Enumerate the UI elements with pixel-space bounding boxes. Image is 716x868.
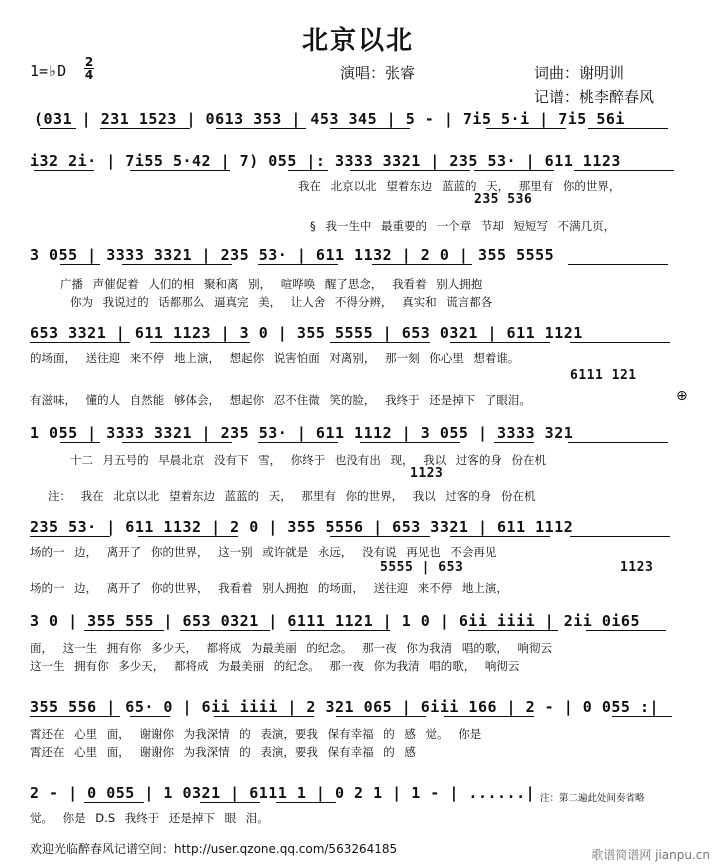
lyrics-row-13: 觉。 你是 D.S 我终于 还是掉下 眼 泪。: [30, 811, 269, 825]
alt-notes-row-7: 1123: [410, 466, 444, 481]
lyrics-row-2: 我在 北京以北 望着东边 蓝蓝的 天， 那里有 你的世界，: [298, 179, 621, 193]
alt-notes-row-5: 6111 121: [570, 368, 637, 383]
lyrics-row-5: 的场面， 送往迎 来不停 地上演， 想起你 说害怕面 对离别， 那一刻 你心里 想着谁。: [30, 351, 520, 365]
lyrics-row-3: § 我一生中 最重要的 一个章 节却 短短写 不满几页，: [310, 219, 616, 233]
score-row-9: 235 53· | 611 1132 | 2 0 | 355 5556 | 653 3321 | 611 1112: [30, 518, 574, 536]
song-title: 北京以北: [301, 26, 414, 56]
score-row-1: (031 | 231 1523 | 0613 353 | 453 345 | 5 - | 7i5 5·i | 7i5 56i: [34, 110, 625, 128]
score-row-12: 355 556 | 65· 0 | 6ii iiii | 2 321 065 | 6iii 166 | 2 - | 0 055 :|: [30, 698, 660, 716]
interlude-note: 注：第二遍此处间奏省略: [540, 793, 645, 804]
lyrics-row-6: 有滋味， 懂的人 自然能 够体会， 想起你 忍不住微 笑的脸， 我终于 还是掉下 了眼泪。: [30, 393, 531, 407]
key-signature: 1=♭D: [30, 62, 67, 80]
lyrics-row-4a: 广播 声催促着 人们的相 聚和离 别， 喧哗唤 醒了思念， 我看着 别人拥抱: [60, 277, 483, 291]
score-row-2: i32 2i· | 7i55 5·42 | 7) 055 |: 3333 3321 | 235 53· | 611 1123: [30, 152, 621, 170]
time-signature-bottom: 4: [84, 68, 94, 82]
singer-credit: 演唱：张睿: [340, 64, 416, 82]
lyrics-row-4b: 你为 我说过的 话都那么 逼真完 美， 让人舍 不得分辨， 真实和 谎言都各: [70, 295, 493, 309]
score-row-7: 1 055 | 3333 3321 | 235 53· | 611 1112 | 3 055 | 3333 321: [30, 424, 574, 442]
lyrics-row-7: 十二 月五号的 早晨北京 没有下 雪， 你终于 也没有出 现， 我以 过客的身 份在机: [70, 453, 547, 467]
time-signature-top: 2: [84, 55, 94, 69]
score-row-13: 2 - | 0 055 | 1 0321 | 6111 1 | 0 2 1 | 1 - | ......|: [30, 784, 536, 802]
coda-icon: ⊕: [676, 388, 688, 404]
footer-text: 欢迎光临醉春风记谱空间：http://user.qzone.qq.com/563264185: [30, 842, 398, 856]
watermark: 歌谱简谱网 jianpu.cn: [591, 848, 710, 862]
alt-notes-row-10: 1123: [620, 560, 654, 575]
alt-notes-row-2: 235 536: [474, 192, 533, 207]
lyrics-row-12b: 霄还在 心里 面， 谢谢你 为我深情 的 表演，要我 保有幸福 的 感: [30, 745, 416, 759]
transcriber-credit: 记谱：桃李醉春风: [534, 88, 655, 106]
lyrics-row-11b: 这一生 拥有你 多少天， 都将成 为最美丽 的纪念。 那一夜 你为我清 唱的歌， 响彻云: [30, 659, 520, 673]
alt-notes-row-9: 5555 | 653: [380, 560, 464, 575]
score-row-5: 653 3321 | 611 1123 | 3 0 | 355 5555 | 653 0321 | 611 1121: [30, 324, 583, 342]
composer-credit: 词曲：谢明训: [534, 64, 625, 82]
lyrics-row-8: 注： 我在 北京以北 望着东边 蓝蓝的 天， 那里有 你的世界， 我以 过客的身 份在机: [48, 489, 536, 503]
time-signature: [84, 56, 94, 81]
lyrics-row-12a: 霄还在 心里 面， 谢谢你 为我深情 的 表演，要我 保有幸福 的 感 觉。 你是: [30, 727, 482, 741]
score-row-4: 3 055 | 3333 3321 | 235 53· | 611 1132 | 2 0 | 355 5555: [30, 246, 555, 264]
lyrics-row-10: 场的一 边， 离开了 你的世界， 我看着 别人拥抱 的场面， 送往迎 来不停 地上演，: [30, 581, 508, 595]
score-row-11: 3 0 | 355 555 | 653 0321 | 6111 1121 | 1 0 | 6ii iiii | 2ii 0i65: [30, 612, 640, 630]
lyrics-row-9: 场的一 边， 离开了 你的世界， 这一别 或许就是 永远， 没有说 再见也 不会再见: [30, 545, 497, 559]
lyrics-row-11a: 面， 这一生 拥有你 多少天， 都将成 为最美丽 的纪念。 那一夜 你为我清 唱的歌， 响彻云: [30, 641, 553, 655]
